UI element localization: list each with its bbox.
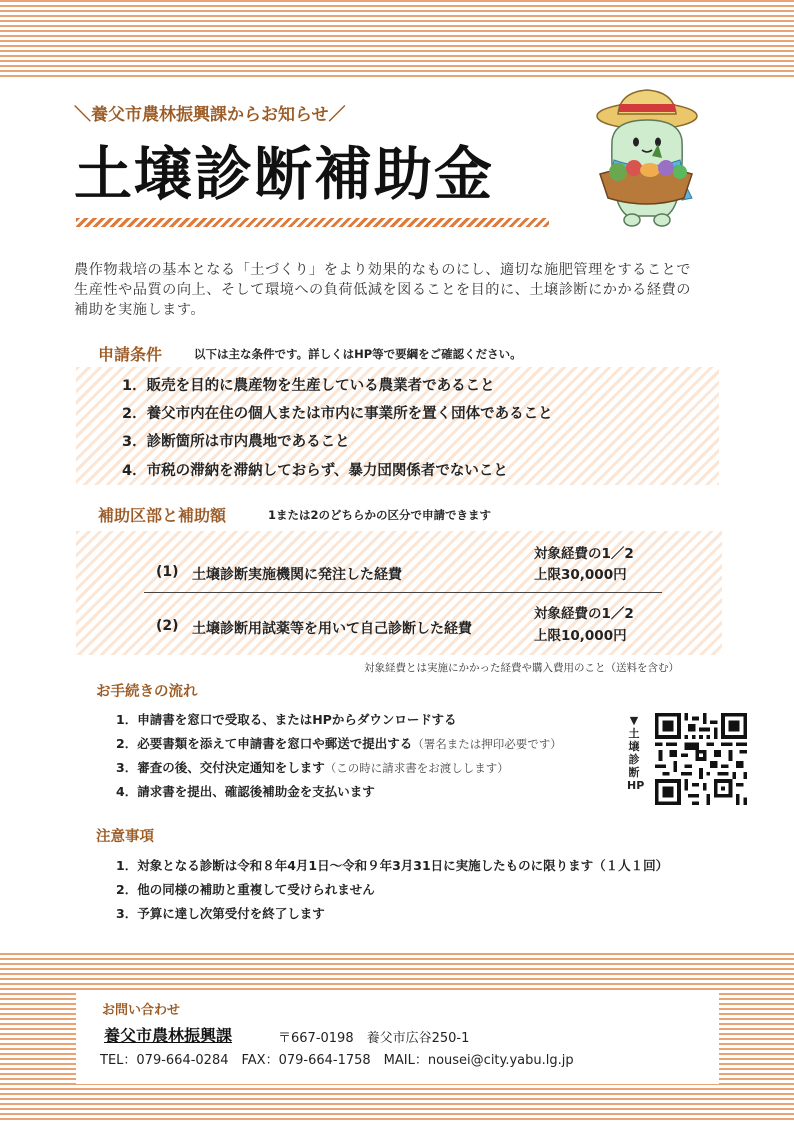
procedure-step: 1．申請書を窓口で受取る、またはHPからダウンロードする xyxy=(116,712,457,727)
condition-item: 3．診断箇所は市内農地であること xyxy=(122,434,350,450)
subsidy-row-rate: 対象経費の1／2 xyxy=(534,606,634,622)
top-stripe-band xyxy=(0,0,794,78)
subsidy-title: 補助区部と補助額 xyxy=(98,506,227,525)
condition-item: 4．市税の滞納を滞納しておらず、暴力団関係者でないこと xyxy=(122,463,508,479)
subsidy-row-label: 土壌診断実施機関に発注した経費 xyxy=(192,567,402,583)
condition-item: 1．販売を目的に農産物を生産している農業者であること xyxy=(122,378,495,394)
notes-item: 3．予算に達し次第受付を終了します xyxy=(116,906,325,921)
qr-label: ▼土壌診断HP xyxy=(627,714,645,792)
notes-item: 1．対象となる診断は令和８年4月1日～令和９年3月31日に実施したものに限ります（１人１回） xyxy=(116,858,669,873)
subsidy-footnote: 対象経費とは実施にかかった経費や購入費用のこと（送料を含む） xyxy=(364,662,679,674)
procedure-step: 4．請求書を提出、確認後補助金を支払います xyxy=(116,784,375,799)
page-title: 土壌診断補助金 xyxy=(74,140,495,208)
procedure-title: お手続きの流れ xyxy=(96,684,198,700)
notes-title: 注意事項 xyxy=(96,829,154,845)
conditions-title: 申請条件 xyxy=(98,345,163,364)
contact-phone-fax-mail[interactable]: TEL：079-664-0284 FAX：079-664-1758 MAIL：nousei@city.yabu.lg.jp xyxy=(100,1053,574,1068)
subsidy-note: 1または2のどちらかの区分で申請できます xyxy=(268,508,492,522)
subsidy-row-number: (1) xyxy=(156,564,179,580)
procedure-step: 3．審査の後、交付決定通知をします（この時に請求書をお渡しします） xyxy=(116,760,509,775)
mascot-illustration xyxy=(588,86,706,236)
contact-label: お問い合わせ xyxy=(102,1003,181,1018)
header-subtitle: ＼養父市農林振興課からお知らせ／ xyxy=(74,105,346,125)
condition-item: 2．養父市内在住の個人または市内に事業所を置く団体であること xyxy=(122,406,553,422)
subsidy-row-cap: 上限10,000円 xyxy=(534,628,627,644)
conditions-box xyxy=(76,367,719,485)
contact-organization: 養父市農林振興課 xyxy=(104,1026,233,1045)
subsidy-row-label: 土壌診断用試薬等を用いて自己診断した経費 xyxy=(192,621,472,637)
subsidy-box xyxy=(76,531,722,655)
title-underline xyxy=(76,218,549,227)
subsidy-row-cap: 上限30,000円 xyxy=(534,567,627,583)
intro-text: 農作物栽培の基本となる「土づくり」をより効果的なものにし、適切な施肥管理をすることで生産性や品質の向上、そして環境への負荷低減を図ることを目的に、土壌診断にかかる経費の補助を実施します。 xyxy=(74,262,691,318)
qr-code[interactable] xyxy=(655,713,747,805)
subsidy-row-number: (2) xyxy=(156,618,179,634)
contact-address: 〒667-0198 養父市広谷250-1 xyxy=(278,1031,470,1046)
subsidy-divider xyxy=(144,592,662,593)
conditions-note: 以下は主な条件です。詳しくはHP等で要綱をご確認ください。 xyxy=(194,347,522,361)
procedure-step: 2．必要書類を添えて申請書を窓口や郵送で提出する（署名または押印必要です） xyxy=(116,736,562,751)
notes-item: 2．他の同様の補助と重複して受けられません xyxy=(116,882,375,897)
contact-box xyxy=(76,991,719,1084)
subsidy-row-rate: 対象経費の1／2 xyxy=(534,546,634,562)
